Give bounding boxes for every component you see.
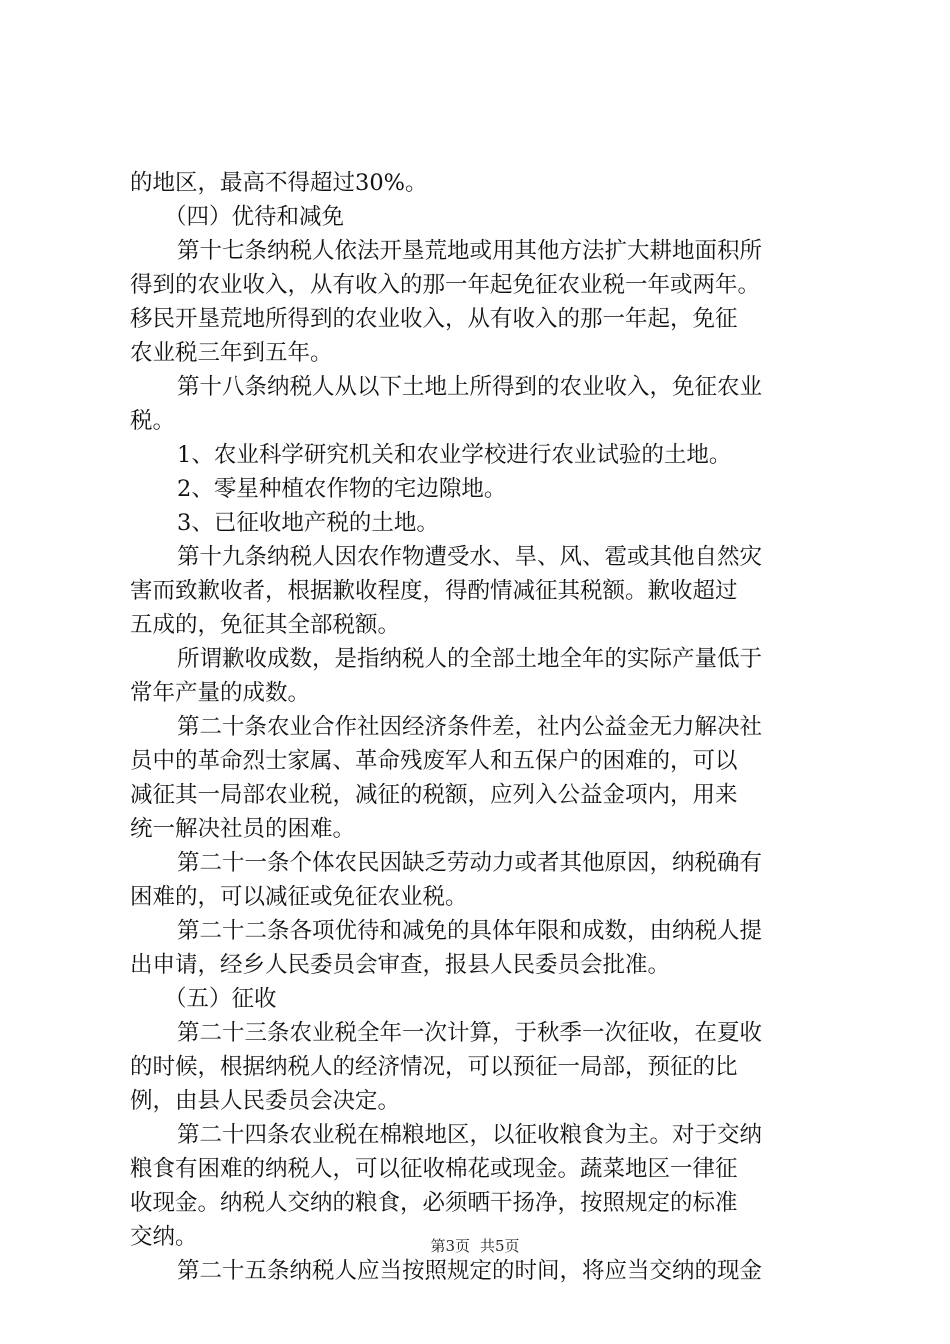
section-heading: （五）征收 — [164, 986, 277, 1012]
paragraph-line: 第二十五条纳税人应当按照规定的时间，将应当交纳的现金 — [177, 1258, 763, 1284]
paragraph-line: 交纳。 — [130, 1224, 198, 1250]
paragraph-line: 常年产量的成数。 — [130, 680, 311, 706]
paragraph-line: 例，由县人民委员会决定。 — [130, 1088, 401, 1114]
paragraph-line: 第十八条纳税人从以下土地上所得到的农业收入，免征农业 — [177, 374, 763, 400]
paragraph-line: 第十九条纳税人因农作物遭受水、旱、风、雹或其他自然灾 — [177, 544, 763, 570]
paragraph-line: 第二十条农业合作社因经济条件差，社内公益金无力解决社 — [177, 714, 763, 740]
page-number: 第3页 — [430, 1237, 470, 1255]
section-heading: （四）优待和减免 — [164, 204, 345, 230]
page-total: 共5页 — [480, 1237, 520, 1255]
paragraph-line: 出申请，经乡人民委员会审查，报县人民委员会批准。 — [130, 952, 671, 978]
paragraph-line: 害而致歉收者，根据歉收程度，得酌情减征其税额。歉收超过 — [130, 578, 738, 604]
paragraph-line: 第二十二条各项优待和减免的具体年限和成数，由纳税人提 — [177, 918, 763, 944]
paragraph-line: 困难的，可以减征或免征农业税。 — [130, 884, 468, 910]
paragraph-line: 第十七条纳税人依法开垦荒地或用其他方法扩大耕地面积所 — [177, 238, 763, 264]
paragraph-line: 农业税三年到五年。 — [130, 340, 333, 366]
paragraph-line: 税。 — [130, 408, 176, 434]
paragraph-line: 第二十一条个体农民因缺乏劳动力或者其他原因，纳税确有 — [177, 850, 763, 876]
paragraph-line: 第二十四条农业税在棉粮地区，以征收粮食为主。对于交纳 — [177, 1122, 763, 1148]
page-footer — [0, 1236, 950, 1256]
paragraph-line: 收现金。纳税人交纳的粮食，必须晒干扬净，按照规定的标准 — [130, 1190, 738, 1216]
paragraph-line: 的时候，根据纳税人的经济情况，可以预征一局部，预征的比 — [130, 1054, 738, 1080]
paragraph-line: 员中的革命烈士家属、革命残废军人和五保户的困难的，可以 — [130, 748, 738, 774]
paragraph-line: 减征其一局部农业税，减征的税额，应列入公益金项内，用来 — [130, 782, 738, 808]
list-item: 3、已征收地产税的土地。 — [177, 510, 439, 536]
paragraph-line: 五成的，免征其全部税额。 — [130, 612, 401, 638]
paragraph-line: 统一解决社员的困难。 — [130, 816, 356, 842]
paragraph-line: 得到的农业收入，从有收入的那一年起免征农业税一年或两年。 — [130, 272, 761, 298]
paragraph-line: 的地区，最高不得超过30%。 — [130, 170, 428, 196]
paragraph-line: 第二十三条农业税全年一次计算，于秋季一次征收，在夏收 — [177, 1020, 763, 1046]
paragraph-line: 移民开垦荒地所得到的农业收入，从有收入的那一年起，免征 — [130, 306, 738, 332]
paragraph-line: 粮食有困难的纳税人，可以征收棉花或现金。蔬菜地区一律征 — [130, 1156, 738, 1182]
list-item: 1、农业科学研究机关和农业学校进行农业试验的土地。 — [177, 442, 732, 468]
list-item: 2、零星种植农作物的宅边隙地。 — [177, 476, 507, 502]
paragraph-line: 所谓歉收成数，是指纳税人的全部土地全年的实际产量低于 — [177, 646, 763, 672]
document-body — [130, 166, 842, 1288]
